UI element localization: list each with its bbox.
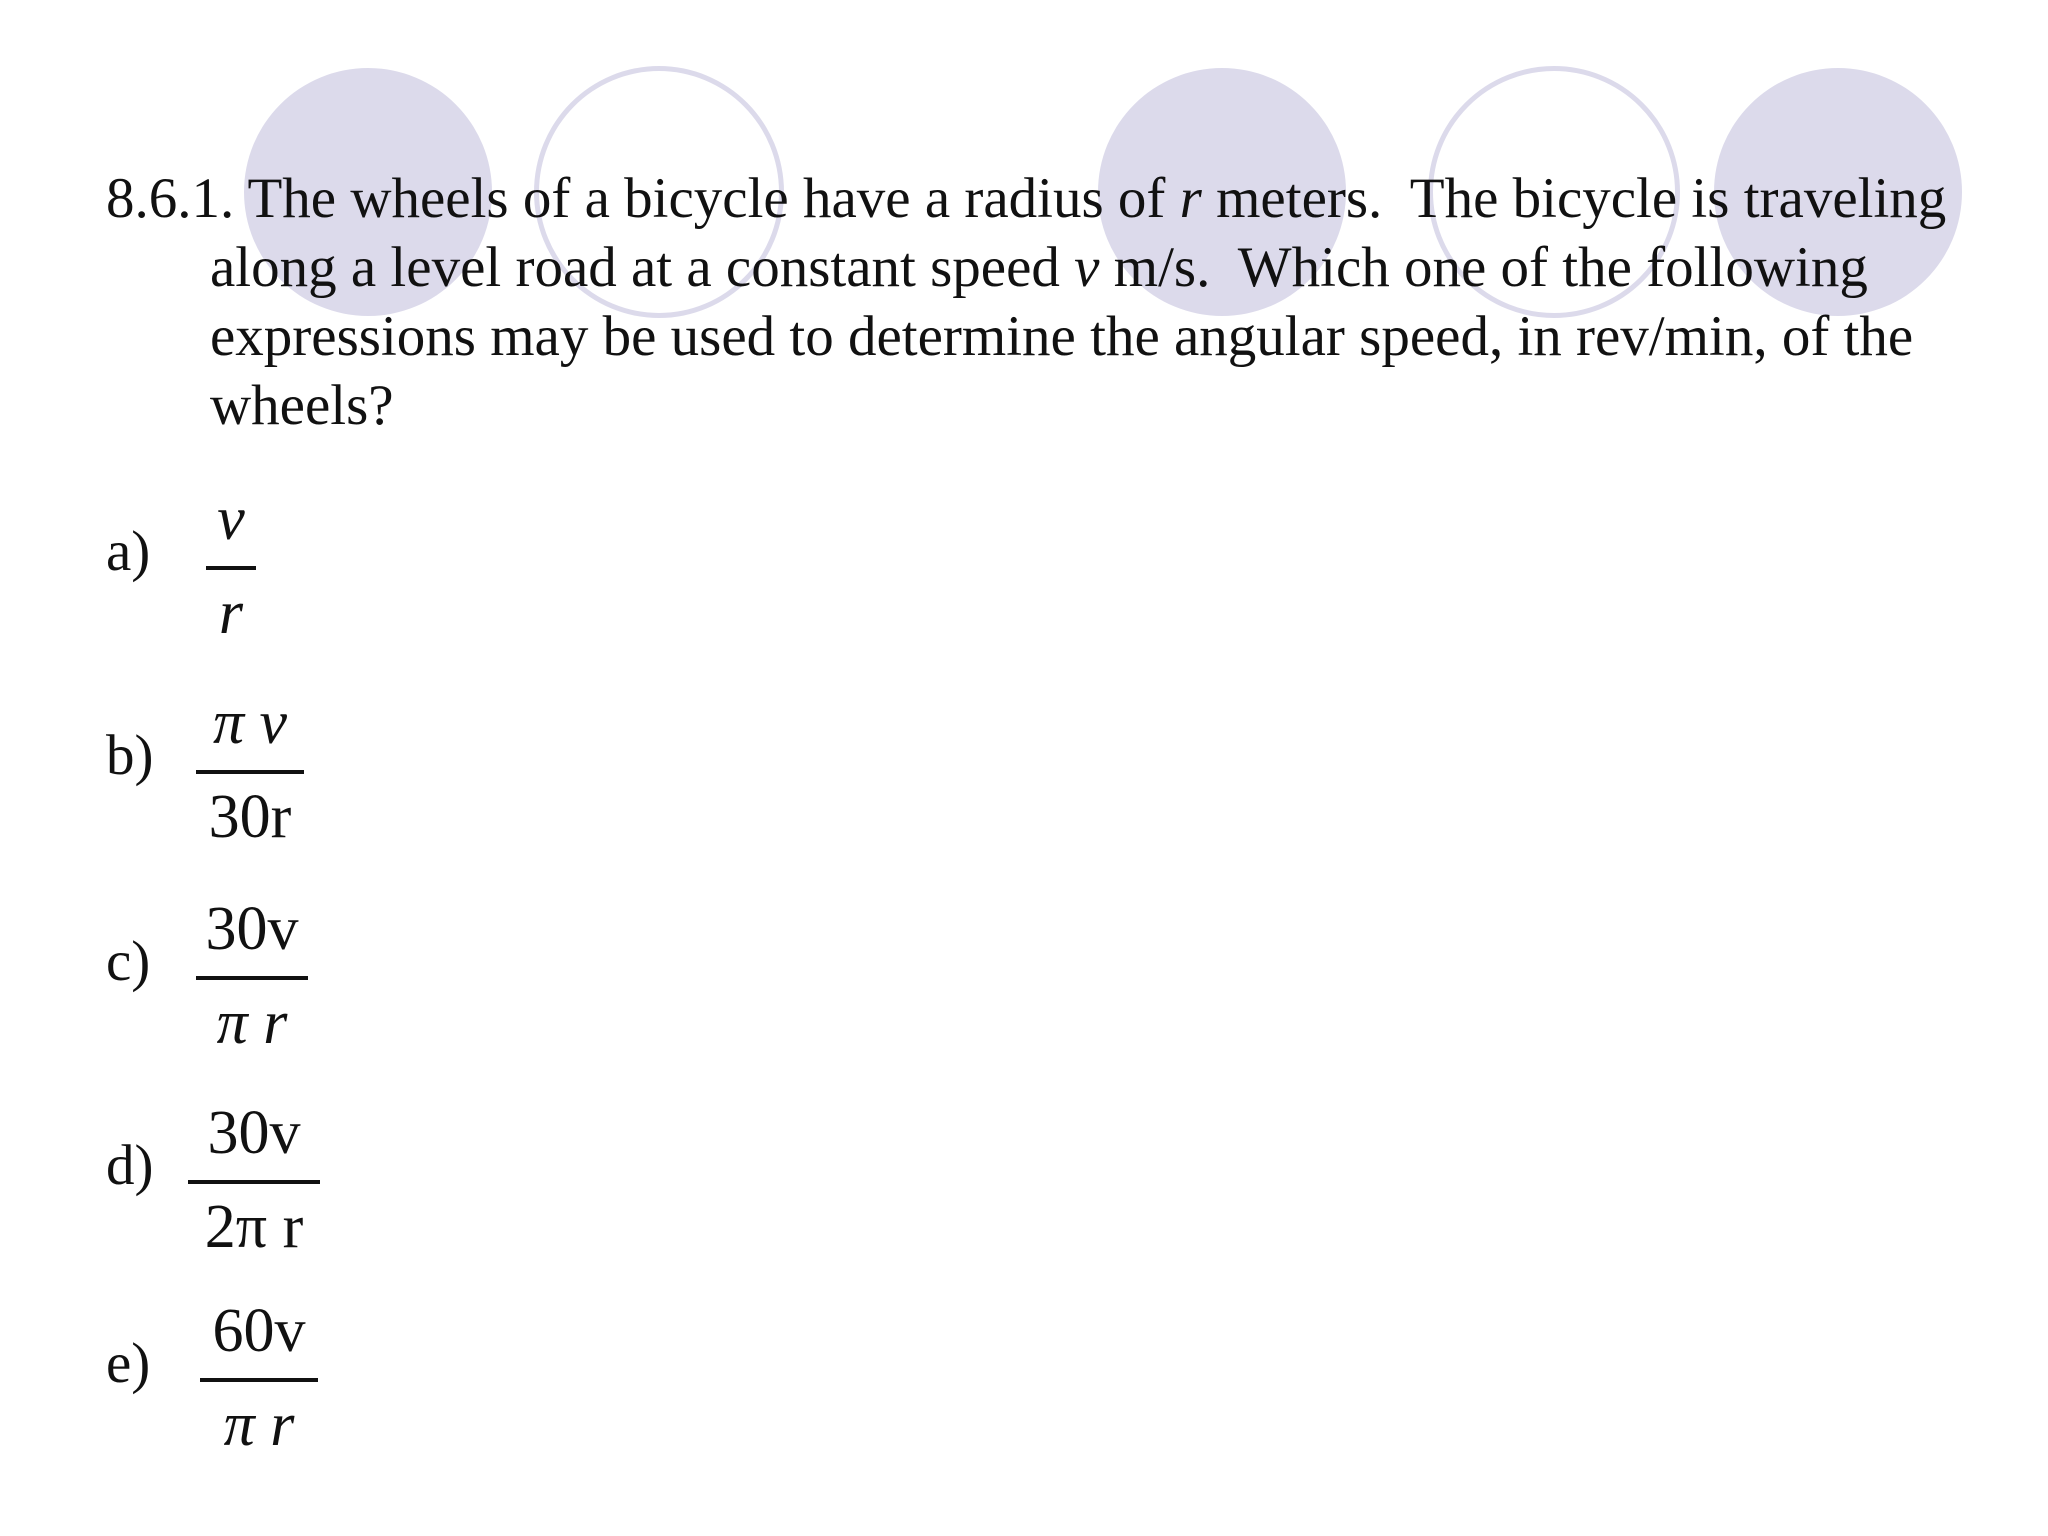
- question-line-3: expressions may be used to determine the angular speed, in rev/min, of the: [210, 305, 1914, 368]
- option-b-numerator: π v: [212, 689, 288, 757]
- fraction-bar: [196, 976, 308, 980]
- fraction-bar: [200, 1378, 318, 1382]
- question-line-4: wheels?: [210, 374, 394, 437]
- option-e-denominator: π r: [223, 1391, 295, 1459]
- option-c-numerator: 30v: [205, 895, 299, 963]
- option-c-fraction: [196, 895, 308, 1057]
- question-text: [106, 164, 2006, 440]
- option-c-label: c): [106, 930, 151, 993]
- question-line-2: along a level road at a constant speed v m/s. Which one of the following: [210, 236, 1868, 299]
- option-b-fraction: [196, 689, 304, 851]
- fraction-bar: [206, 566, 256, 570]
- question-line-1: 8.6.1. The wheels of a bicycle have a radius of r meters. The bicycle is traveling: [106, 167, 1947, 230]
- fraction-bar: [188, 1180, 320, 1184]
- option-c-denominator: π r: [216, 989, 288, 1057]
- option-a-denominator: r: [218, 579, 244, 647]
- option-e-label: e): [106, 1332, 151, 1395]
- option-a-fraction: [206, 485, 256, 647]
- option-e-numerator: 60v: [212, 1297, 306, 1365]
- option-d-label: d): [106, 1134, 154, 1197]
- variable-r: r: [1179, 167, 1202, 230]
- question-number: 8.6.1.: [106, 167, 235, 230]
- option-b-denominator: 30r: [208, 783, 292, 851]
- option-a-label: a): [106, 520, 151, 583]
- option-d-numerator: 30v: [207, 1099, 301, 1167]
- fraction-bar: [196, 770, 304, 774]
- option-d-fraction: [188, 1099, 320, 1261]
- variable-v: v: [1074, 236, 1100, 299]
- option-d-denominator: 2π r: [204, 1193, 304, 1261]
- option-e-fraction: [200, 1297, 318, 1459]
- option-a-numerator: v: [217, 485, 245, 553]
- option-b-label: b): [106, 724, 154, 787]
